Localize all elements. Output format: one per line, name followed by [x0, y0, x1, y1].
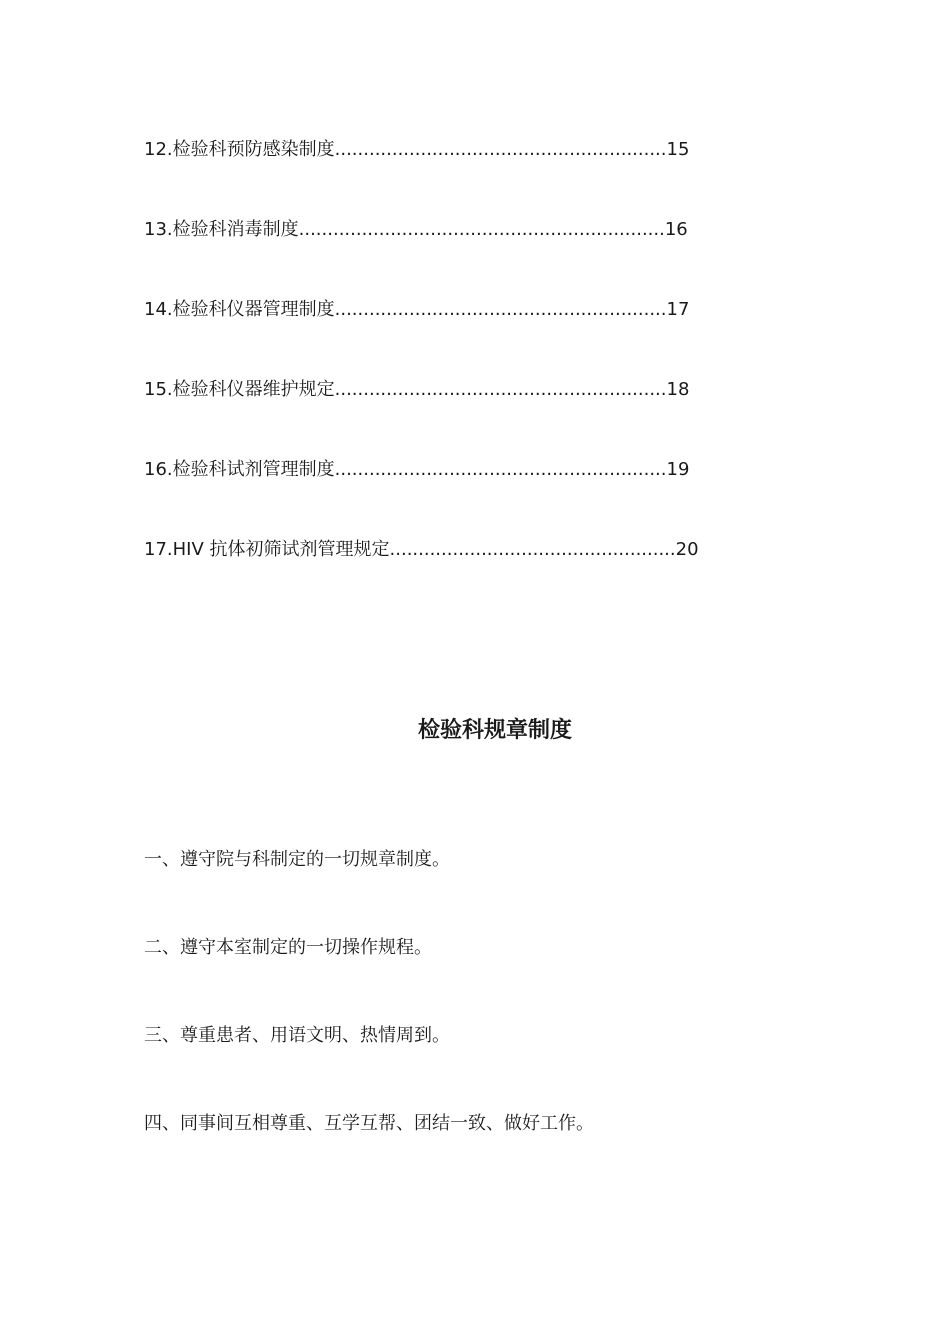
paragraph-rule-2: 二、遵守本室制定的一切操作规程。	[144, 937, 432, 958]
toc-entry-number: 14.	[144, 299, 173, 320]
toc-entry-page: 18	[666, 379, 690, 400]
toc-entry-number: 12.	[144, 139, 173, 160]
toc-entry-page: 16	[664, 219, 688, 240]
toc-entry-page: 19	[666, 459, 690, 480]
toc-entry-title: 检验科预防感染制度	[172, 139, 335, 160]
paragraph-rule-1: 一、遵守院与科制定的一切规章制度。	[144, 849, 450, 870]
toc-entry-page: 20	[675, 539, 699, 560]
toc-entry-14[interactable]	[144, 299, 689, 321]
toc-entry-16[interactable]	[144, 459, 689, 481]
toc-entry-number: 16.	[144, 459, 173, 480]
toc-entry-leader: ..........................................................	[334, 379, 667, 400]
toc-entry-leader: ..........................................................	[334, 459, 667, 480]
toc-entry-title: HIV 抗体初筛试剂管理规定	[172, 539, 390, 560]
toc-entry-title: 检验科消毒制度	[172, 219, 299, 240]
toc-entry-17[interactable]	[144, 539, 699, 561]
toc-entry-title: 检验科仪器维护规定	[172, 379, 335, 400]
toc-entry-15[interactable]	[144, 379, 689, 401]
toc-entry-number: 17.	[144, 539, 173, 560]
toc-entry-12[interactable]	[144, 139, 689, 161]
toc-entry-page: 17	[666, 299, 690, 320]
toc-entry-page: 15	[666, 139, 690, 160]
toc-entry-number: 15.	[144, 379, 173, 400]
toc-entry-leader: ..........................................................	[334, 299, 667, 320]
toc-entry-title: 检验科仪器管理制度	[172, 299, 335, 320]
toc-entry-title: 检验科试剂管理制度	[172, 459, 335, 480]
paragraph-rule-4: 四、同事间互相尊重、互学互帮、团结一致、做好工作。	[144, 1113, 594, 1134]
toc-entry-number: 13.	[144, 219, 173, 240]
toc-entry-leader: ................................................................	[298, 219, 665, 240]
toc-entry-leader: ..................................................	[389, 539, 676, 560]
paragraph-rule-3: 三、尊重患者、用语文明、热情周到。	[144, 1025, 450, 1046]
section-title: 检验科规章制度	[417, 718, 572, 743]
toc-entry-leader: ..........................................................	[334, 139, 667, 160]
toc-entry-13[interactable]	[144, 219, 688, 241]
